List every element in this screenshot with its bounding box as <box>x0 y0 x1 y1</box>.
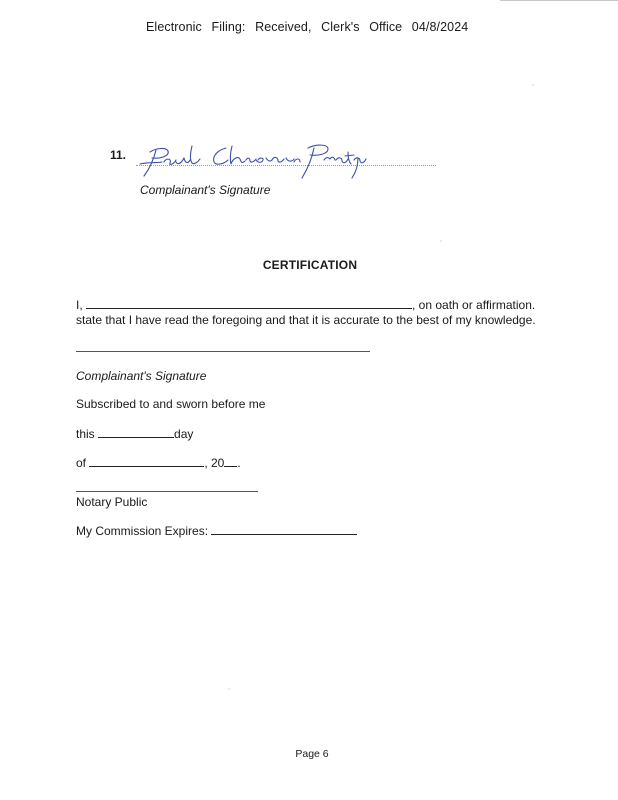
day-blank <box>98 426 174 438</box>
page-number: Page 6 <box>295 748 329 760</box>
day-suffix: day <box>174 427 194 441</box>
oath-suffix: , on oath or affirmation. <box>412 298 536 312</box>
month-blank <box>89 455 204 467</box>
scan-edge-line <box>500 0 618 1</box>
oath-statement-line-2: state that I have read the foregoing and that it is accurate to the best of my knowledge. <box>76 313 536 327</box>
month-year-line <box>76 455 241 470</box>
year-blank <box>224 455 237 467</box>
commission-date-blank <box>211 523 357 535</box>
of-prefix: of <box>76 456 90 470</box>
notary-signature-rule <box>76 491 258 492</box>
scan-speck <box>228 688 230 690</box>
notary-public-label: Notary Public <box>76 495 148 509</box>
handwritten-signature <box>132 138 372 182</box>
complainant-signature-block <box>110 138 440 198</box>
oath-statement-line <box>76 297 535 312</box>
commission-label: My Commission Expires: <box>76 524 212 538</box>
oath-prefix: I, <box>76 298 87 312</box>
certification-complainant-signature-label: Complainant's Signature <box>76 369 207 383</box>
scan-speck <box>440 240 442 242</box>
subscribed-sworn-text: Subscribed to and sworn before me <box>76 397 266 411</box>
year-prefix: , 20 <box>204 456 225 470</box>
scan-speck <box>532 84 534 86</box>
affiant-name-blank <box>86 297 412 309</box>
this-prefix: this <box>76 427 99 441</box>
filing-stamp: Electronic Filing: Received, Clerk's Office 04/8/2024 <box>146 20 469 34</box>
commission-expires-line <box>76 523 357 538</box>
complainant-signature-label: Complainant's Signature <box>140 183 271 197</box>
year-suffix: . <box>237 456 241 470</box>
day-line <box>76 426 193 441</box>
item-number: 11. <box>110 148 127 162</box>
certification-title: CERTIFICATION <box>262 258 358 272</box>
complainant-signature-rule <box>76 351 370 352</box>
